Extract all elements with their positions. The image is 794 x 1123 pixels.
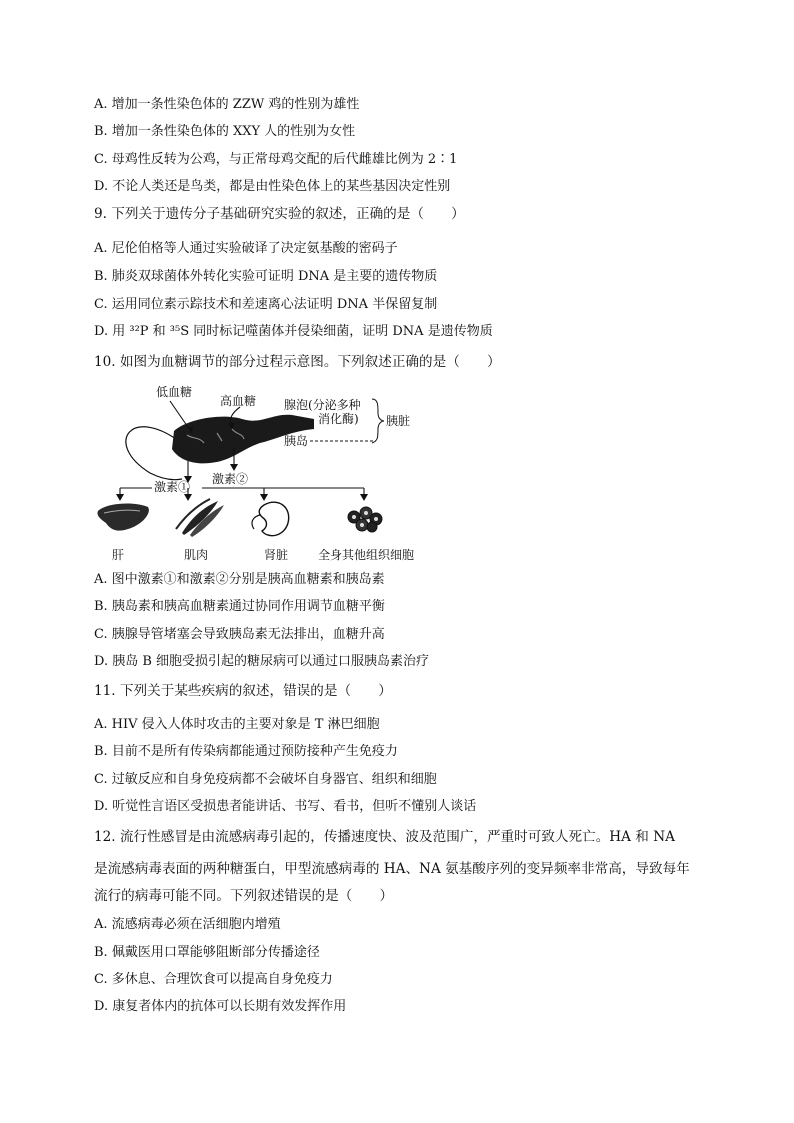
q12-option-d: D. 康复者体内的抗体可以长期有效发挥作用 — [94, 999, 347, 1014]
kidney-label: 肾脏 — [264, 548, 289, 562]
muscle-icon — [176, 499, 224, 537]
q8-option-b: B. 增加一条性染色体的 XXY 人的性别为女性 — [94, 124, 356, 139]
q8-option-a: A. 增加一条性染色体的 ZZW 鸡的性别为雄性 — [94, 97, 360, 112]
q9-option-c: C. 运用同位素示踪技术和差速离心法证明 DNA 半保留复制 — [94, 297, 438, 312]
hormone1-label: 激素① — [154, 480, 191, 494]
q11-option-d: D. 听觉性言语区受损患者能讲话、书写、看书，但听不懂别人谈话 — [94, 799, 477, 814]
pancreas-label: 胰脏 — [386, 414, 411, 428]
q8-option-c: C. 母鸡性反转为公鸡，与正常母鸡交配的后代雌雄比例为 2∶1 — [94, 152, 458, 167]
blood-sugar-diagram — [92, 383, 452, 568]
q12-option-a: A. 流感病毒必须在活细胞内增殖 — [94, 917, 281, 932]
muscle-label: 肌肉 — [184, 548, 209, 562]
q9-option-b: B. 肺炎双球菌体外转化实验可证明 DNA 是主要的遗传物质 — [94, 269, 438, 284]
kidney-icon — [252, 502, 289, 535]
q11-stem: 11. 下列关于某些疾病的叙述，错误的是（ ） — [94, 683, 392, 699]
q10-stem: 10. 如图为血糖调节的部分过程示意图。下列叙述正确的是（ ） — [94, 354, 501, 370]
islet-label: 胰岛 — [284, 434, 309, 448]
q11-option-b: B. 目前不是所有传染病都能通过预防接种产生免疫力 — [94, 744, 398, 759]
liver-icon — [97, 504, 148, 531]
low-sugar-label: 低血糖 — [156, 385, 193, 399]
q9-option-a: A. 尼伦伯格等人通过实验破译了决定氨基酸的密码子 — [94, 241, 398, 256]
q11-option-a: A. HIV 侵入人体时攻击的主要对象是 T 淋巴细胞 — [94, 717, 380, 732]
q9-stem: 9. 下列关于遗传分子基础研究实验的叙述，正确的是（ ） — [94, 206, 465, 222]
q12-stem-line-2: 是流感病毒表面的两种糖蛋白，甲型流感病毒的 HA、NA 氨基酸序列的变异频率非常高，导致每年 — [94, 861, 690, 877]
q11-option-c: C. 过敏反应和自身免疫病都不会破坏自身器官、组织和细胞 — [94, 772, 437, 787]
high-sugar-label: 高血糖 — [220, 394, 257, 408]
q10-option-a: A. 图中激素①和激素②分别是胰高血糖素和胰岛素 — [94, 572, 385, 587]
q9-option-d: D. 用 ³²P 和 ³⁵S 同时标记噬菌体并侵染细菌，证明 DNA 是遗传物质 — [94, 324, 493, 339]
q12-stem-line-1: 12. 流行性感冒是由流感病毒引起的，传播速度快、波及范围广，严重时可致人死亡。HA 和 NA — [94, 829, 675, 845]
q12-option-c: C. 多休息、合理饮食可以提高自身免疫力 — [94, 972, 333, 987]
other-cells-label: 全身其他组织细胞 — [318, 548, 415, 562]
liver-label: 肝 — [112, 548, 125, 562]
hormone2-label: 激素② — [212, 472, 249, 486]
acinus-label-2: 消化酶) — [318, 412, 359, 426]
tissue-cells-icon — [348, 507, 382, 532]
q8-option-d: D. 不论人类还是鸟类，都是由性染色体上的某些基因决定性别 — [94, 179, 451, 194]
q10-option-b: B. 胰岛素和胰高血糖素通过协同作用调节血糖平衡 — [94, 599, 385, 614]
q12-stem-line-3: 流行的病毒可能不同。下列叙述错误的是（ ） — [94, 888, 394, 904]
q10-option-d: D. 胰岛 B 细胞受损引起的糖尿病可以通过口服胰岛素治疗 — [94, 654, 430, 669]
q12-option-b: B. 佩戴医用口罩能够阻断部分传播途径 — [94, 945, 320, 960]
acinus-label-1: 腺泡(分泌多种 — [284, 398, 361, 412]
q10-option-c: C. 胰腺导管堵塞会导致胰岛素无法排出，血糖升高 — [94, 627, 385, 642]
